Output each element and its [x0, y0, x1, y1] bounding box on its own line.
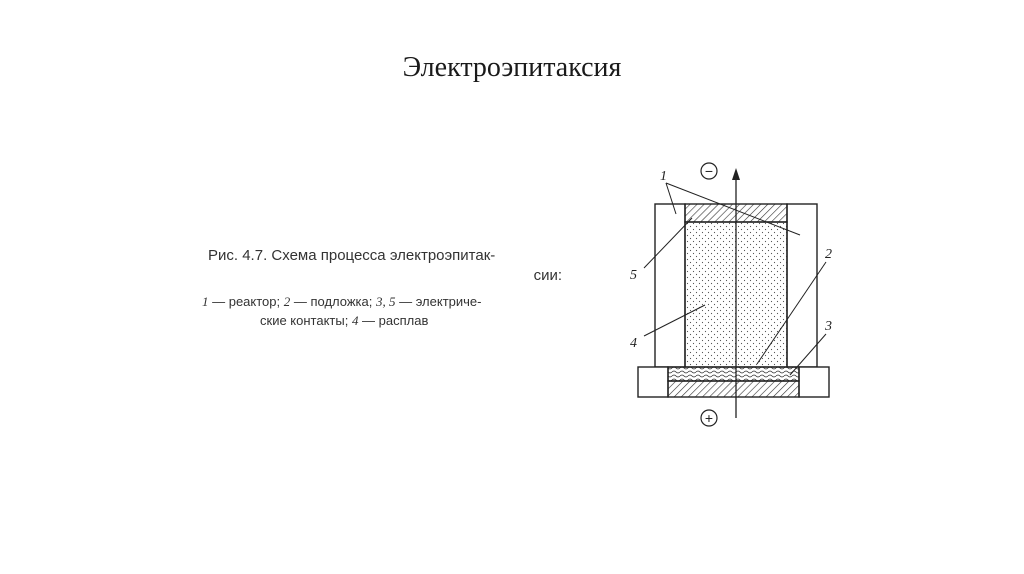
electroepitaxy-diagram	[560, 150, 850, 440]
legend-num-reactor: 1	[202, 294, 209, 309]
legend-text-substrate: — подложка;	[290, 294, 376, 309]
label-reactor: 1	[660, 169, 667, 184]
label-melt: 4	[630, 336, 637, 351]
caption-heading-line-2: сии:	[533, 267, 562, 284]
current-arrowhead	[732, 168, 740, 180]
plus-sign: +	[704, 410, 714, 426]
legend-text-contacts-cont: ские контакты;	[260, 313, 352, 328]
base-right-block	[799, 367, 829, 397]
legend-num-contacts: 3, 5	[375, 294, 396, 309]
minus-sign: −	[704, 163, 714, 179]
figure-caption	[198, 246, 568, 330]
label-bottom-contact: 3	[825, 319, 832, 334]
caption-legend	[202, 292, 568, 330]
label-substrate: 2	[825, 247, 832, 262]
substrate	[668, 367, 799, 381]
legend-text-contacts: — электриче-	[395, 294, 482, 309]
legend-text-melt: — расплав	[358, 313, 429, 328]
caption-legend-line-1	[202, 292, 568, 311]
legend-num-melt: 4	[351, 313, 359, 328]
base-left-block	[638, 367, 668, 397]
reactor-wall-left	[655, 204, 685, 367]
label-top-contact: 5	[630, 268, 637, 283]
caption-legend-line-2	[202, 311, 568, 330]
legend-text-reactor: — реактор;	[208, 294, 284, 309]
bottom-contact	[668, 381, 799, 397]
caption-heading	[208, 246, 568, 286]
reactor-wall-right	[787, 204, 817, 367]
slide-title: Электроэпитаксия	[402, 52, 622, 83]
legend-num-substrate: 2	[283, 294, 291, 309]
caption-heading-line-1: Рис. 4.7. Схема процесса электроэпитак-	[208, 247, 496, 264]
